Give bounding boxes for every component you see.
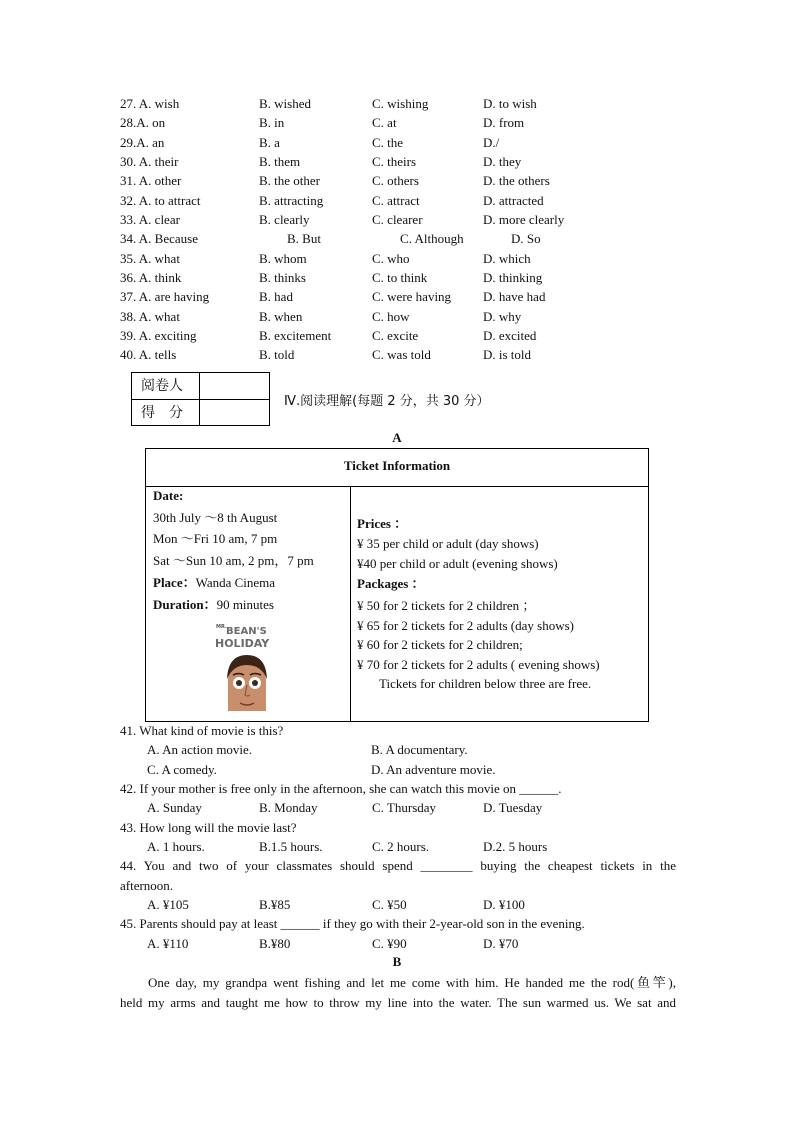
option-c: C. wishing [372,96,429,111]
option-a: 33. A. clear [120,212,180,227]
price-evening: ¥40 per child or adult (evening shows) [357,556,558,571]
option-a: 35. A. what [120,251,180,266]
question-44: 44. You and two of your classmates should spend ________ buying the cheapest tickets in the [120,858,676,873]
option-a: 32. A. to attract [120,193,201,208]
option-c: C. how [372,309,410,324]
option-d: D. Tuesday [483,800,543,815]
question-row [120,114,680,132]
option-b: B. the other [259,173,321,188]
question-row [120,346,680,364]
option-b: B. clearly [259,212,310,227]
option-c: C. ¥50 [372,897,407,912]
option-a: A. Sunday [147,800,202,815]
option-d: D. ¥70 [483,936,519,951]
option-c: C. to think [372,270,428,285]
score-label: 得 分 [132,400,200,426]
option-c: C. theirs [372,154,417,169]
option-a: 36. A. think [120,270,182,285]
option-c: C. who [372,251,410,266]
option-d: D. have had [483,289,546,304]
option-d: D. is told [483,347,532,362]
poster-title-line1: BEAN'S [226,626,267,637]
option-a: A. 1 hours. [147,839,205,854]
option-a: 31. A. other [120,173,182,188]
option-a: A. ¥110 [147,936,189,951]
question-row [120,211,680,229]
option-d: D. to wish [483,96,537,111]
option-b: B.¥80 [259,936,291,951]
option-c: C. excite [372,328,419,343]
package-item: ¥ 60 for 2 tickets for 2 children; [357,637,523,652]
weekend-times: Sat ～Sun 10 am, 2 pm，7 pm [153,553,314,568]
duration-label: Duration： [153,597,217,612]
option-a: 34. A. Because [120,231,198,246]
poster-title-line2: HOLIDAY [215,637,270,650]
question-42: 42. If your mother is free only in the afternoon, she can watch this movie on ______. [120,781,562,796]
package-item: ¥ 70 for 2 tickets for 2 adults ( evening shows) [357,657,600,672]
option-a: A. ¥105 [147,897,189,912]
option-b: B. excitement [259,328,332,343]
question-row [120,308,680,326]
option-d: D. So [511,231,541,246]
passage-b-label: B [392,954,402,969]
question-row [120,269,680,287]
option-a: A. An action movie. [147,742,253,757]
duration-value: 90 minutes [216,597,274,612]
date-range: 30th July ～8 th August [153,510,278,525]
question-row [120,134,680,152]
question-44-cont: afternoon. [120,878,174,893]
place-line [153,573,275,593]
poster-title-small: MR. [216,624,227,630]
option-b: B. told [259,347,295,362]
option-a: 28.A. on [120,115,166,130]
option-d: D. ¥100 [483,897,525,912]
option-b: B. whom [259,251,307,266]
option-b: B. them [259,154,301,169]
option-d: D. which [483,251,531,266]
option-a: 38. A. what [120,309,180,324]
question-43: 43. How long will the movie last? [120,820,297,835]
question-row [120,192,680,210]
option-d: D. attracted [483,193,544,208]
question-row [120,230,680,248]
option-d: D. they [483,154,522,169]
weekday-times: Mon ～Fri 10 am, 7 pm [153,531,278,546]
option-d: D./ [483,135,500,150]
option-b: B.¥85 [259,897,291,912]
option-c: C. were having [372,289,452,304]
option-a: 27. A. wish [120,96,180,111]
price-day: ¥ 35 per child or adult (day shows) [357,536,539,551]
option-a: 30. A. their [120,154,179,169]
option-d: D. more clearly [483,212,565,227]
option-d: D. the others [483,173,550,188]
question-45: 45. Parents should pay at least ______ if they go with their 2-year-old son in the evening. [120,916,585,931]
option-b: B. a [259,135,280,150]
question-row [120,95,680,113]
passage-a-label: A [392,430,402,445]
option-b: B. in [259,115,285,130]
option-a: 39. A. exciting [120,328,197,343]
option-c: C. attract [372,193,420,208]
prices-label: Prices ： [357,516,408,531]
option-b: B. wished [259,96,311,111]
option-a: 40. A. tells [120,347,177,362]
character-face [227,655,267,711]
option-d: D. thinking [483,270,543,285]
package-item: ¥ 50 for 2 tickets for 2 children ； [357,598,536,613]
option-b: B. attracting [259,193,324,208]
place-value: Wanda Cinema [195,575,276,590]
option-a: 37. A. are having [120,289,210,304]
score-row [132,400,269,426]
ticket-title: Ticket Information [146,449,648,487]
option-d: D. why [483,309,522,324]
option-b: B. A documentary. [371,742,468,757]
score-box [131,372,270,426]
option-b: B. had [259,289,293,304]
date-label: Date: [153,488,184,503]
poster-graphic [214,621,280,711]
option-b: B.1.5 hours. [259,839,323,854]
option-d: D. from [483,115,525,130]
packages-label: Packages ： [357,576,425,591]
option-c: C. Thursday [372,800,437,815]
option-b: B. thinks [259,270,306,285]
package-item: ¥ 65 for 2 tickets for 2 adults (day shows) [357,618,574,633]
duration-line [153,595,274,615]
option-c: C. others [372,173,419,188]
grader-row [132,373,269,400]
option-b: B. Monday [259,800,318,815]
option-b: B. when [259,309,303,324]
option-c: C. at [372,115,397,130]
question-row [120,153,680,171]
question-row [120,288,680,306]
grader-label: 阅卷人 [132,373,200,399]
free-note: Tickets for children below three are free. [379,676,592,691]
option-c: C. Although [400,231,464,246]
passage-line: One day, my grandpa went fishing and let me come with him. He handed me the rod(鱼竿), [148,975,676,990]
section-title: Ⅳ.阅读理解(每题 2 分，共 30 分） [284,394,490,409]
option-c: C. clearer [372,212,423,227]
option-d: D. excited [483,328,537,343]
option-c: C. 2 hours. [372,839,430,854]
option-b: B. But [287,231,321,246]
ticket-info-table [145,448,649,722]
option-c: C. A comedy. [147,762,217,777]
question-41: 41. What kind of movie is this? [120,723,284,738]
question-row [120,327,680,345]
movie-poster [214,621,280,711]
question-row [120,250,680,268]
passage-line: held my arms and taught me how to throw my line into the water. The sun warmed us. We sat and [120,995,676,1010]
place-label: Place： [153,575,196,590]
option-c: C. ¥90 [372,936,407,951]
option-a: 29.A. an [120,135,165,150]
question-row [120,172,680,190]
option-d: D. An adventure movie. [371,762,496,777]
column-divider [350,486,351,721]
option-c: C. was told [372,347,431,362]
option-c: C. the [372,135,404,150]
option-d: D.2. 5 hours [483,839,548,854]
